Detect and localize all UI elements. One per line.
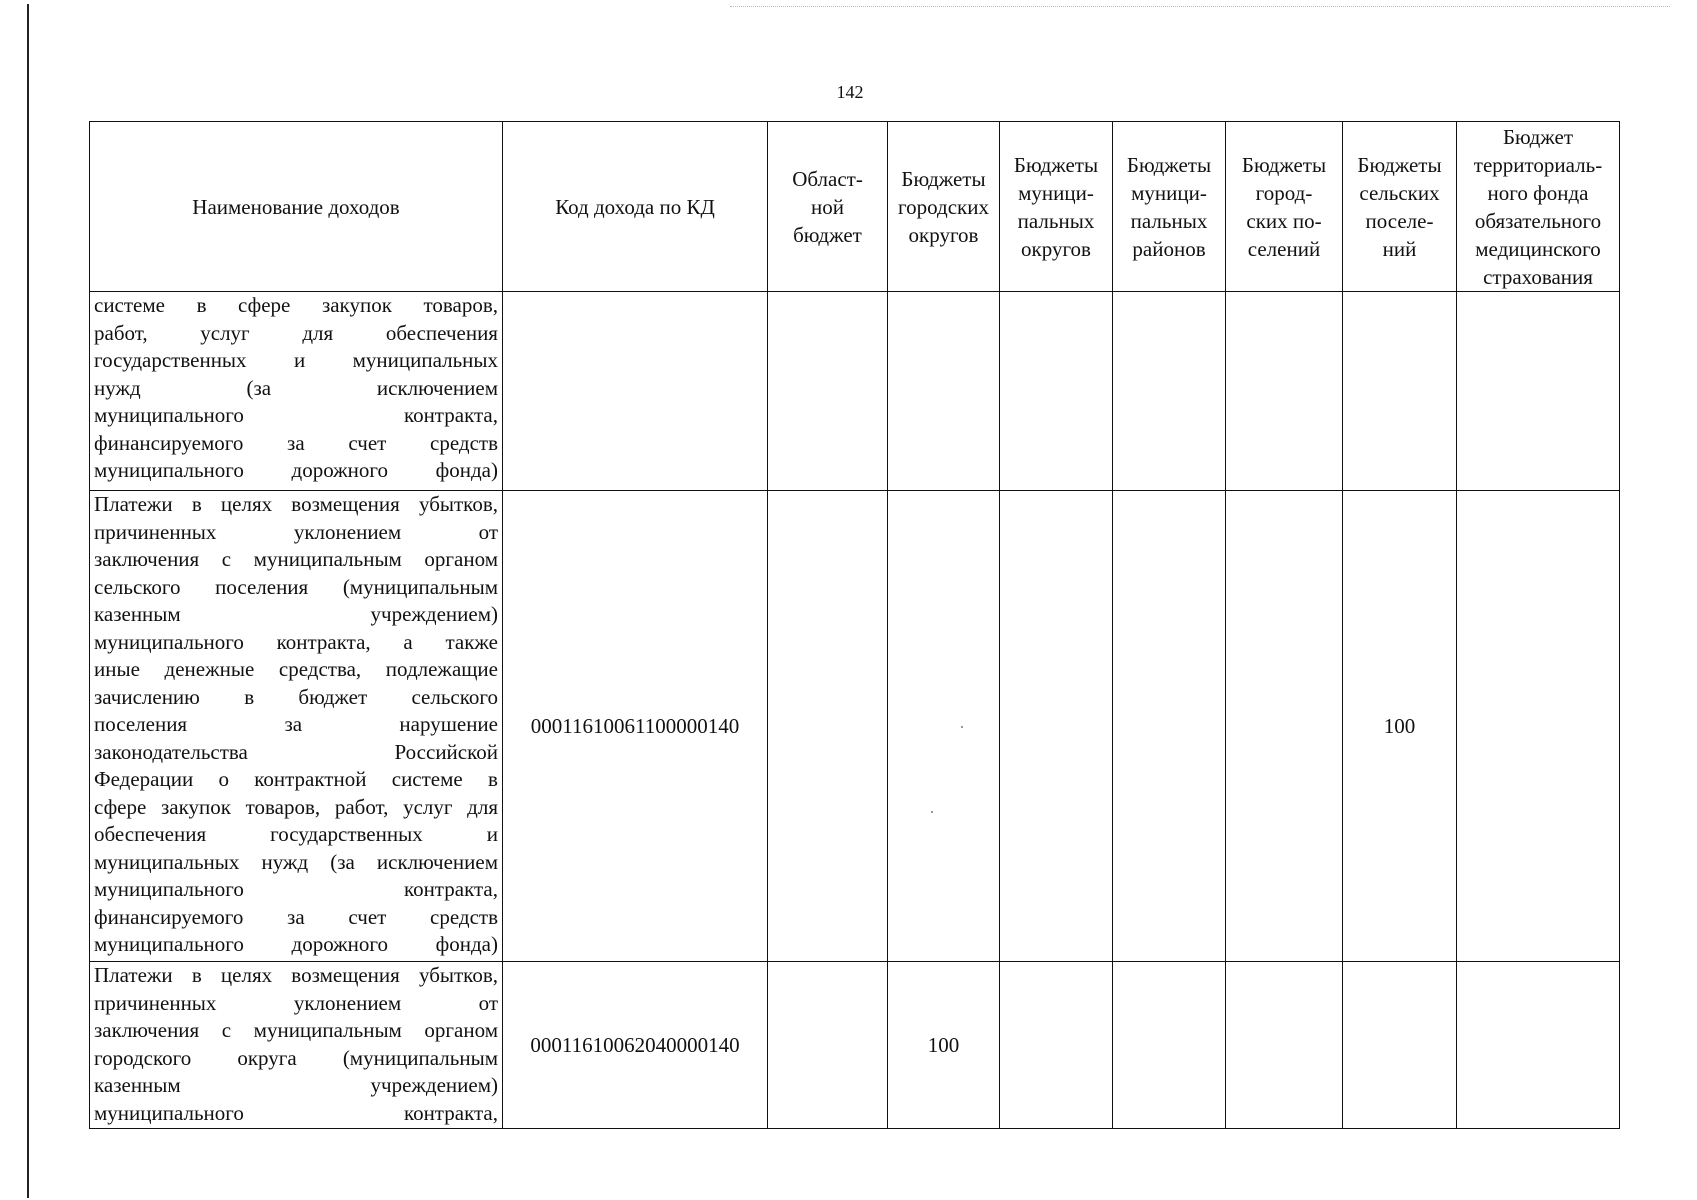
value-health-fund <box>1457 491 1620 962</box>
income-name-line: нужд (за исключением <box>94 375 498 400</box>
value-city-districts <box>888 491 1000 962</box>
income-name-line: поселения за нарушение <box>94 712 498 736</box>
page-number: 142 <box>836 82 864 102</box>
header-label: Бюджеты муници- пальных районов <box>1126 152 1212 261</box>
table-row <box>90 962 1620 1129</box>
revenue-table <box>89 121 1620 1129</box>
income-name-line: муниципального контракта, <box>94 1100 498 1125</box>
income-name-line: Федерации о контрактной системе в <box>94 767 498 791</box>
income-name-line: городского округа (муниципальным <box>94 1045 498 1070</box>
header-label: Наименование доходов <box>192 194 400 219</box>
income-name <box>90 962 503 1129</box>
income-name-line: сельского поселения (муниципальным <box>94 574 498 599</box>
income-name-line: обеспечения государственных и <box>94 822 498 846</box>
income-name-line: причиненных уклонением от <box>94 990 498 1015</box>
income-name-line: иные денежные средства, подлежащие <box>94 657 498 681</box>
income-name-line: муниципального дорожного фонда) <box>94 458 498 482</box>
income-name-line: финансируемого за счет средств <box>94 904 498 929</box>
income-name-line: муниципальных нужд (за исключением <box>94 849 498 874</box>
value-regional <box>768 292 888 491</box>
income-name-line: муниципального контракта, <box>94 877 498 901</box>
header-urban-settlements <box>1226 122 1343 292</box>
income-code: 00011610061100000140 <box>503 491 768 962</box>
header-label: Бюджеты город- ских по- селений <box>1241 152 1327 261</box>
value-urban-settlements <box>1226 292 1343 491</box>
income-name-line: системе в сфере закупок товаров, <box>94 293 498 317</box>
value-city-districts: 100 <box>888 962 1000 1129</box>
value-municipal-districts <box>1000 491 1113 962</box>
income-name-line: государственных и муниципальных <box>94 348 498 372</box>
income-code: 00011610062040000140 <box>503 962 768 1129</box>
header-health-insurance-fund <box>1457 122 1620 292</box>
header-regional-budget <box>768 122 888 292</box>
income-name-line: законодательства Российской <box>94 739 498 764</box>
value-regional <box>768 491 888 962</box>
table-row <box>90 292 1620 491</box>
value-urban-settlements <box>1226 962 1343 1129</box>
value-municipal-districts <box>1000 962 1113 1129</box>
income-name-line: сфере закупок товаров, работ, услуг для <box>94 794 498 819</box>
value-municipal-regions <box>1113 491 1226 962</box>
table-row <box>90 491 1620 962</box>
value-urban-settlements <box>1226 491 1343 962</box>
header-label: Област- ной бюджет <box>792 166 863 247</box>
left-margin-rule <box>27 4 29 1198</box>
value-municipal-regions <box>1113 962 1226 1129</box>
header-label: Бюджеты городских округов <box>898 166 989 247</box>
header-municipal-districts <box>1000 122 1113 292</box>
income-name <box>90 292 503 491</box>
value-municipal-regions <box>1113 292 1226 491</box>
header-municipal-regions <box>1113 122 1226 292</box>
header-label: Бюджет территориаль- ного фонда обязательного медицинского страхования <box>1473 124 1603 289</box>
table-header-row <box>90 122 1620 292</box>
income-code <box>503 292 768 491</box>
value-municipal-districts <box>1000 292 1113 491</box>
income-name-line: заключения с муниципальным органом <box>94 547 498 571</box>
header-name <box>90 122 503 292</box>
value-city-districts <box>888 292 1000 491</box>
value-regional <box>768 962 888 1129</box>
income-name-line: муниципального контракта, <box>94 403 498 427</box>
income-name-line: казенным учреждением) <box>94 1073 498 1097</box>
scan-edge-dots <box>730 6 1670 7</box>
header-label: Бюджеты сельских поселе- ний <box>1357 152 1442 261</box>
income-name-line: работ, услуг для обеспечения <box>94 320 498 345</box>
header-label: Код дохода по КД <box>555 194 715 219</box>
income-name-line: причиненных уклонением от <box>94 519 498 544</box>
income-name-line: зачислению в бюджет сельского <box>94 684 498 709</box>
header-rural-settlements <box>1343 122 1457 292</box>
header-label: Бюджеты муници- пальных округов <box>1013 152 1099 261</box>
value-rural-settlements: 100 <box>1343 491 1457 962</box>
income-name-line: казенным учреждением) <box>94 602 498 626</box>
income-name-line: Платежи в целях возмещения убытков, <box>94 963 498 987</box>
value-health-fund <box>1457 292 1620 491</box>
header-city-districts <box>888 122 1000 292</box>
value-rural-settlements <box>1343 292 1457 491</box>
income-name-line: муниципального контракта, а также <box>94 629 498 654</box>
value-health-fund <box>1457 962 1620 1129</box>
value-rural-settlements <box>1343 962 1457 1129</box>
income-name-line: заключения с муниципальным органом <box>94 1018 498 1042</box>
header-code <box>503 122 768 292</box>
income-name <box>90 491 503 962</box>
income-name-line: финансируемого за счет средств <box>94 430 498 455</box>
income-name-line: муниципального дорожного фонда) <box>94 932 498 956</box>
income-name-line: Платежи в целях возмещения убытков, <box>94 492 498 516</box>
